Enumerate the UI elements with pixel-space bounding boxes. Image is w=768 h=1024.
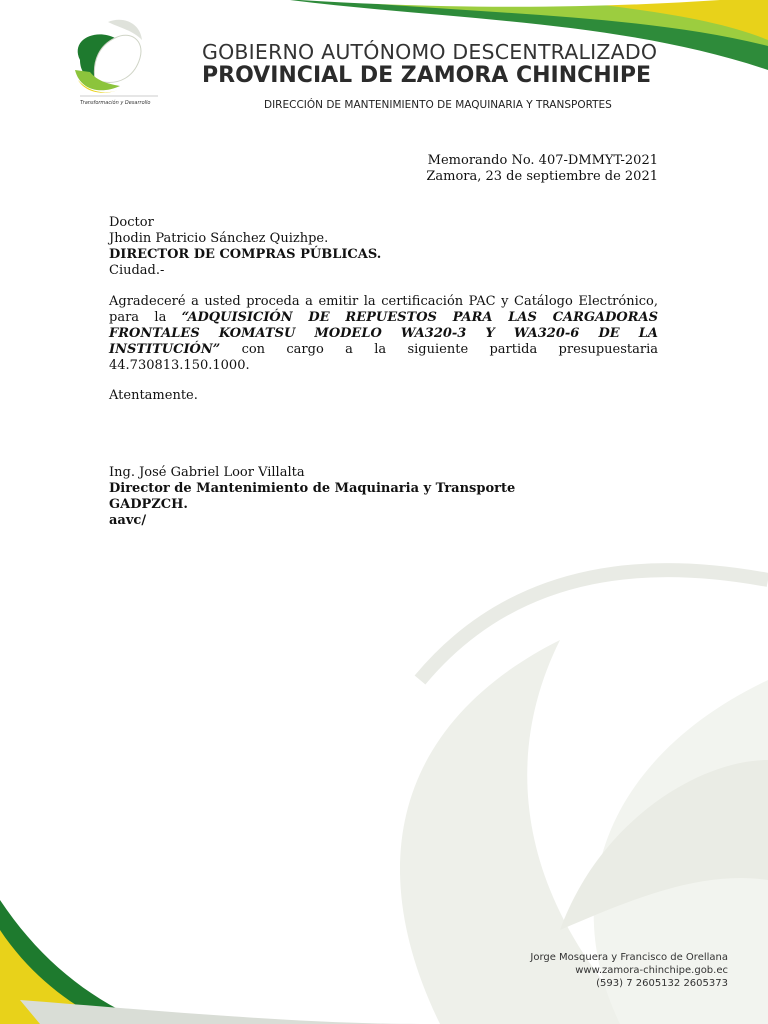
header-government-title: GOBIERNO AUTÓNOMO DESCENTRALIZADO: [202, 40, 658, 64]
body-subject: “ADQUISICIÓN DE REPUESTOS PARA LAS CARGADORAS FRONTALES KOMATSU MODELO WA320-3 Y WA320-6 DE LA INSTITUCIÓN”: [109, 310, 659, 357]
memo-date: Zamora, 23 de septiembre de 2021: [426, 169, 658, 184]
footer-phone: (593) 7 2605132 2605373: [596, 978, 728, 989]
memo-number: Memorando No. 407-DMMYT-2021: [427, 153, 658, 168]
footer-contact: [530, 951, 728, 990]
footer-website[interactable]: www.zamora-chinchipe.gob.ec: [575, 965, 728, 976]
signature-initials: aavc/: [109, 513, 147, 528]
header-department: DIRECCIÓN DE MANTENIMIENTO DE MAQUINARIA Y TRANSPORTES: [264, 99, 612, 111]
logo-caption: Transformación y Desarrollo: [80, 100, 151, 106]
logo-emblem: [75, 20, 142, 93]
header-province-title: PROVINCIAL DE ZAMORA CHINCHIPE: [202, 63, 652, 88]
watermark-arc: [420, 570, 768, 680]
recipient-position: DIRECTOR DE COMPRAS PÚBLICAS.: [109, 247, 382, 262]
body-paragraph: [109, 294, 658, 374]
closing: Atentamente.: [109, 388, 198, 403]
recipient-title: Doctor: [109, 215, 154, 230]
recipient-name: Jhodin Patricio Sánchez Quizhpe.: [109, 231, 329, 246]
signature-name: Ing. José Gabriel Loor Villalta: [109, 465, 305, 480]
signature-position: Director de Mantenimiento de Maquinaria y Transporte: [109, 481, 516, 496]
memo-block: [426, 153, 658, 185]
body-continuation: con cargo a la siguiente partida presupuestaria 44.730813.150.1000.: [109, 342, 658, 373]
signature-institution: GADPZCH.: [109, 497, 188, 512]
footer-address: Jorge Mosquera y Francisco de Orellana: [530, 952, 728, 963]
body-intro: Agradeceré a usted proceda a emitir la certificación PAC y Catálogo Electrónico, para la: [109, 294, 658, 325]
recipient-city: Ciudad.-: [109, 263, 165, 278]
